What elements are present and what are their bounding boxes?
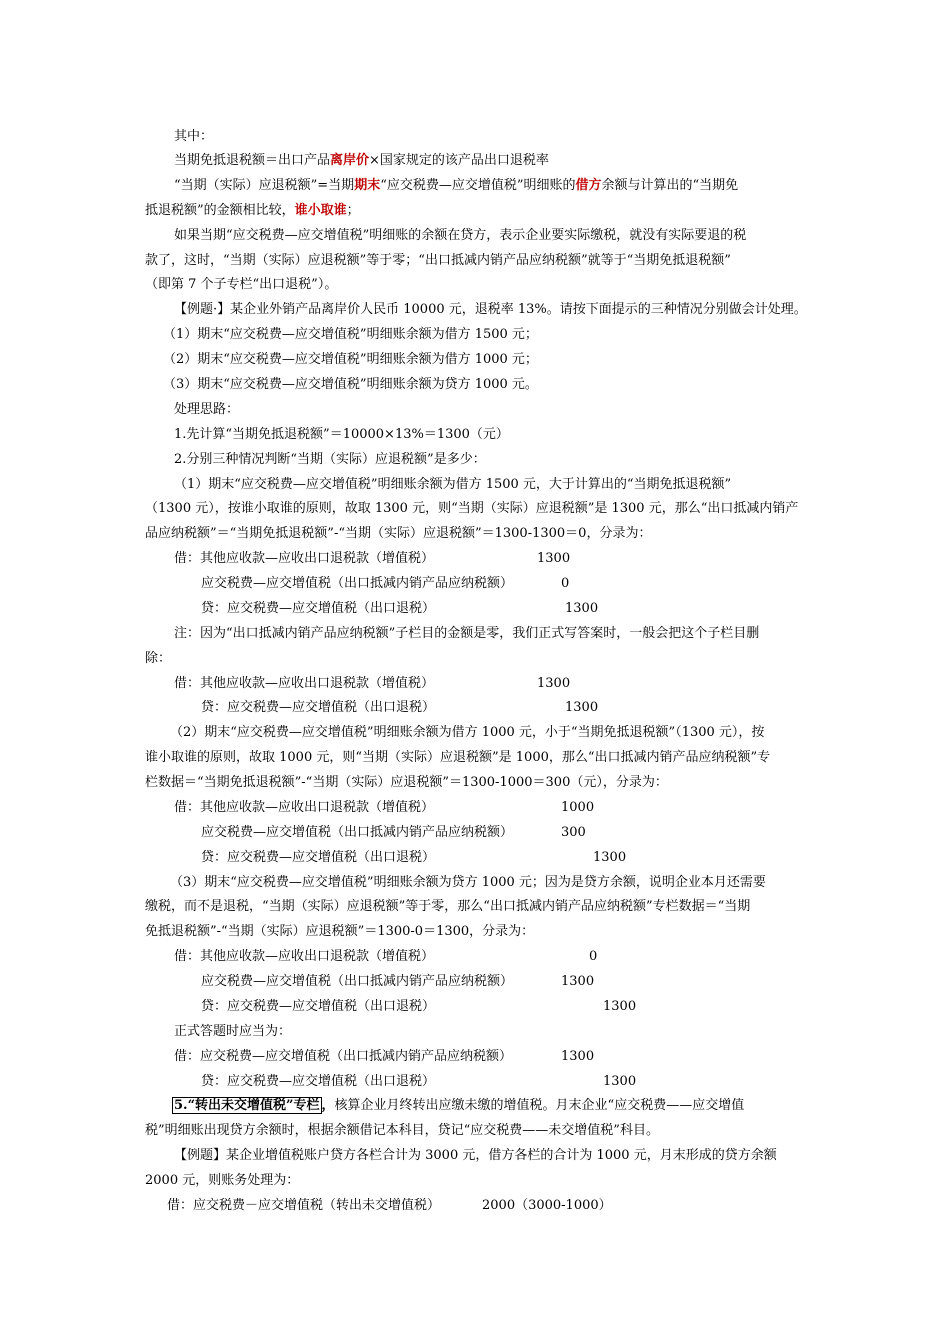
case3-line-3: 免抵退税额”-“当期（实际）应退税额”＝1300-0＝1300，分录为： [145, 924, 535, 939]
case2-line-1: （2）期末“应交税费—应交增值税”明细账余额为借方 1000 元，小于“当期免抵退税额”（1300 元），按 [170, 725, 765, 740]
journal-entry-amount: 300 [561, 825, 586, 840]
section5-line-2: 税”明细账出现贷方余额时，根据余额借记本科目，贷记“应交税费——未交增值税”科目。 [145, 1123, 659, 1138]
case1-note-line-1: 注：因为“出口抵减内销产品应纳税额”子栏目的金额是零，我们正式写答案时，一般会把这个子栏目删 [174, 626, 760, 641]
formula-suffix: ×国家规定的该产品出口退税率 [369, 153, 549, 168]
journal-entry-amount: 1300 [561, 1049, 595, 1064]
journal-entry-amount: 1300 [537, 676, 571, 691]
section5-line-1 [172, 1097, 744, 1115]
journal-entry-text: 贷：应交税费—应交增值税（出口退税） [201, 1074, 436, 1089]
example1-case1: （1）期末“应交税费—应交增值税”明细账余额为借方 1500 元； [163, 327, 538, 342]
case1-note-line-2: 除： [145, 651, 172, 666]
formula-key-fob: 离岸价 [330, 153, 370, 168]
journal-entry-amount: 1300 [593, 850, 627, 865]
approach-step1: 1.先计算“当期免抵退税额”＝10000×13%＝1300（元） [174, 427, 509, 442]
journal-entry-text: 贷：应交税费—应交增值税（出口退税） [201, 700, 436, 715]
journal-entry-amount: 1300 [603, 999, 637, 1014]
journal-entry-text: 应交税费—应交增值税（出口抵减内销产品应纳税额） [201, 576, 514, 591]
case2-line-2: 谁小取谁的原则，故取 1000 元，则“当期（实际）应退税额”是 1000，那么“出口抵减内销产品应纳税额”专 [145, 750, 771, 765]
rule-key-period-end: 期末 [354, 178, 381, 193]
rule-text-a: “当期（实际）应退税额”=当期 [174, 178, 355, 193]
journal-entry-amount: 0 [561, 576, 570, 591]
journal-entry-amount: 0 [589, 949, 598, 964]
journal-entry-text: 借：应交税费—应交增值税（出口抵减内销产品应纳税额） [174, 1049, 513, 1064]
case1-line-1: （1）期末“应交税费—应交增值税”明细账余额为借方 1500 元，大于计算出的“当期免抵退税额” [174, 477, 732, 492]
formal-answer-label: 正式答题时应当为： [174, 1024, 292, 1039]
case2-line-3: 栏数据＝“当期免抵退税额”-“当期（实际）应退税额”＝1300-1000＝300（元），分录为： [145, 775, 668, 790]
case1-line-2: （1300 元），按谁小取谁的原则，故取 1300 元，则“当期（实际）应退税额”是 1300 元，那么“出口抵减内销产 [145, 501, 799, 516]
journal-entry-amount: 1300 [565, 700, 599, 715]
journal-entry-amount: 1300 [603, 1074, 637, 1089]
approach-step2: 2.分别三种情况判断“当期（实际）应退税额”是多少： [174, 452, 486, 467]
journal-entry-text: 贷：应交税费—应交增值税（出口退税） [201, 601, 436, 616]
example1-case3: （3）期末“应交税费—应交增值税”明细账余额为贷方 1000 元。 [163, 377, 538, 392]
section5-text: 核算企业月终转出应缴未缴的增值税。月末企业“应交税费——应交增值 [334, 1098, 745, 1113]
journal-entry-amount: 1300 [561, 974, 595, 989]
formula-prefix: 当期免抵退税额＝出口产品 [174, 153, 331, 168]
journal-entry-text: 贷：应交税费—应交增值税（出口退税） [201, 850, 436, 865]
case3-line-1: （3）期末“应交税费—应交增值税”明细账余额为贷方 1000 元；因为是贷方余额，说明企业本月还需要 [170, 875, 766, 890]
journal-entry-text: 贷：应交税费—应交增值税（出口退税） [201, 999, 436, 1014]
journal-entry-amount: 1000 [561, 800, 595, 815]
rule-line-2 [145, 202, 360, 220]
journal-entry-amount: 2000（3000-1000） [482, 1198, 612, 1213]
rule-text-d: 抵退税额”的金额相比较， [145, 203, 295, 218]
journal-entry-text: 应交税费—应交增值税（出口抵减内销产品应纳税额） [201, 974, 514, 989]
section5-title: 5.“转出未交增值税”专栏 [174, 1098, 320, 1113]
example2-line-1: 【例题】某企业增值税账户贷方各栏合计为 3000 元，借方各栏的合计为 1000 元，月末形成的贷方余额 [174, 1148, 777, 1163]
intro-label: 其中： [174, 129, 214, 144]
example2-line-2: 2000 元，则账务处理为： [145, 1173, 300, 1188]
rule-key-debit: 借方 [575, 178, 602, 193]
journal-entry-text: 应交税费—应交增值税（出口抵减内销产品应纳税额） [201, 825, 514, 840]
rule-text-end: ； [346, 203, 360, 218]
journal-entry-amount: 1300 [565, 601, 599, 616]
journal-entry-amount: 1300 [537, 551, 571, 566]
credit-note-line-1: 如果当期“应交税费—应交增值税”明细账的余额在贷方，表示企业要实际缴税，就没有实际要退的税 [174, 228, 747, 243]
credit-note-line-2: 款了，这时，“当期（实际）应退税额”等于零；“出口抵减内销产品应纳税额”就等于“当期免抵退税额” [145, 253, 731, 268]
example1-case2: （2）期末“应交税费—应交增值税”明细账余额为借方 1000 元； [163, 352, 538, 367]
journal-entry-text: 借：应交税费－应交增值税（转出未交增值税） [167, 1198, 441, 1213]
rule-key-take-smaller: 谁小取谁 [294, 203, 347, 218]
case3-line-2: 缴税，而不是退税，“当期（实际）应退税额”等于零，那么“出口抵减内销产品应纳税额”专栏数据＝“当期 [145, 899, 751, 914]
credit-note-line-3: （即第 7 个子专栏“出口退税”）。 [145, 277, 338, 292]
journal-entry-text: 借：其他应收款—应收出口退税款（增值税） [174, 949, 435, 964]
case1-line-3: 品应纳税额”＝“当期免抵退税额”-“当期（实际）应退税额”＝1300-1300＝0，分录为： [145, 526, 652, 541]
journal-entry-text: 借：其他应收款—应收出口退税款（增值税） [174, 551, 435, 566]
journal-entry-text: 借：其他应收款—应收出口退税款（增值税） [174, 676, 435, 691]
journal-entry-text: 借：其他应收款—应收出口退税款（增值税） [174, 800, 435, 815]
rule-text-b: “应交税费—应交增值税”明细账的 [380, 178, 576, 193]
section5-comma: ， [321, 1098, 335, 1113]
example1-header: 【例题·】某企业外销产品离岸价人民币 10000 元，退税率 13%。请按下面提示的三种情况分别做会计处理。 [174, 302, 807, 317]
rule-text-c: 余额与计算出的“当期免 [601, 178, 739, 193]
approach-label: 处理思路： [174, 402, 240, 417]
rule-line-1 [174, 177, 738, 195]
formula-line [174, 152, 549, 170]
